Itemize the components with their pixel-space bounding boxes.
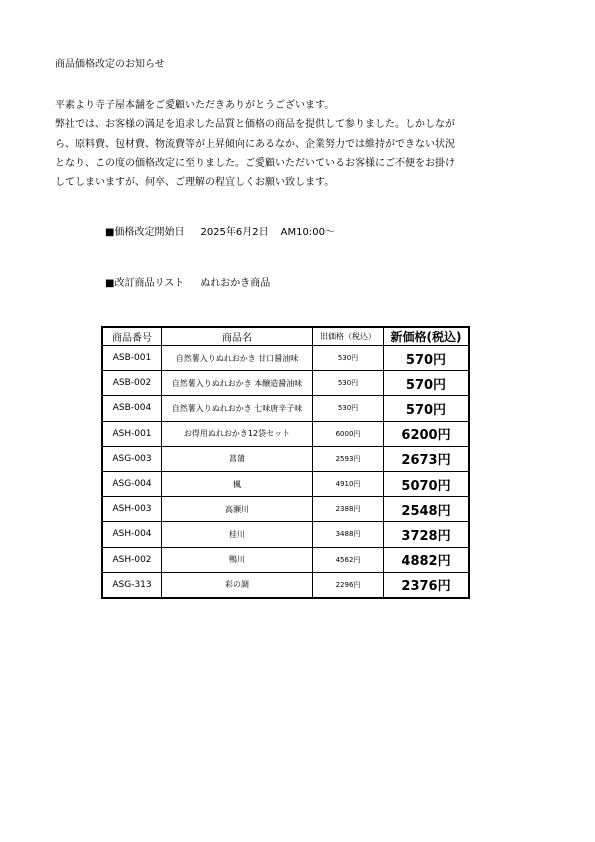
product-code: ASH-004	[102, 522, 162, 547]
new-price: 5070円	[384, 471, 470, 496]
old-price: 530円	[313, 396, 384, 421]
price-table	[101, 326, 470, 599]
product-name: 鴨川	[162, 547, 313, 572]
header-old-price: 旧価格（税込）	[313, 327, 384, 346]
intro-line: ら、原料費、包材費、物流費等が上昇傾向にあるなか、企業努力では維持ができない状況	[55, 138, 455, 150]
product-name: 高瀬川	[162, 497, 313, 522]
intro-line: 平素より寺子屋本舗をご愛顧いただきありがとうございます。	[55, 100, 335, 111]
table-row	[102, 446, 469, 471]
new-price: 2376円	[384, 572, 470, 598]
intro-paragraph	[55, 96, 500, 192]
old-price: 2296円	[313, 572, 384, 598]
table-header-row	[102, 327, 469, 346]
new-price: 6200円	[384, 421, 470, 446]
old-price: 4910円	[313, 471, 384, 496]
intro-line: 弊社では、お客様の満足を追求した品質と価格の商品を提供して参りました。しかしなが	[55, 119, 455, 131]
old-price: 3488円	[313, 522, 384, 547]
list-label: ■改訂商品リスト	[105, 278, 185, 289]
list-category: ぬれおかき商品	[200, 278, 271, 289]
new-price: 570円	[384, 346, 470, 371]
product-code: ASB-001	[102, 346, 162, 371]
intro-line: となり、この度の価格改定に至りました。ご愛顧いただいているお客様にご不便をお掛け	[55, 157, 455, 169]
product-name: 桂川	[162, 522, 313, 547]
start-label: ■価格改定開始日	[105, 227, 185, 238]
product-code: ASB-002	[102, 371, 162, 396]
old-price: 6000円	[313, 421, 384, 446]
new-price: 3728円	[384, 522, 470, 547]
product-code: ASG-313	[102, 572, 162, 598]
table-row	[102, 346, 469, 371]
product-code: ASG-003	[102, 446, 162, 471]
new-price: 570円	[384, 396, 470, 421]
old-price: 2593円	[313, 446, 384, 471]
product-code: ASH-003	[102, 497, 162, 522]
old-price: 4562円	[313, 547, 384, 572]
header-product-name: 商品名	[162, 327, 313, 346]
table-row	[102, 522, 469, 547]
table-row	[102, 572, 469, 598]
table-row	[102, 396, 469, 421]
product-name: 自然薯入りぬれおかき 本醸造醤油味	[162, 371, 313, 396]
product-name: 彩の調	[162, 572, 313, 598]
header-product-code: 商品番号	[102, 327, 162, 346]
product-name: 自然薯入りぬれおかき 甘口醤油味	[162, 346, 313, 371]
revised-product-list-heading	[105, 277, 270, 291]
product-code: ASB-004	[102, 396, 162, 421]
table-row	[102, 497, 469, 522]
product-code: ASG-004	[102, 471, 162, 496]
new-price: 4882円	[384, 547, 470, 572]
new-price: 2548円	[384, 497, 470, 522]
start-time: AM10:00〜	[280, 227, 335, 238]
old-price: 530円	[313, 346, 384, 371]
new-price: 570円	[384, 371, 470, 396]
table-row	[102, 547, 469, 572]
old-price: 2388円	[313, 497, 384, 522]
product-name: 自然薯入りぬれおかき 七味唐辛子味	[162, 396, 313, 421]
table-row	[102, 371, 469, 396]
intro-line: してしまいますが、何卒、ご理解の程宜しくお願い致します。	[55, 177, 335, 189]
table-row	[102, 471, 469, 496]
product-name: 楓	[162, 471, 313, 496]
start-date: 2025年6月2日	[200, 227, 269, 238]
header-new-price: 新価格(税込)	[384, 327, 470, 346]
product-code: ASH-001	[102, 421, 162, 446]
product-code: ASH-002	[102, 547, 162, 572]
new-price: 2673円	[384, 446, 470, 471]
old-price: 530円	[313, 371, 384, 396]
page-title: 商品価格改定のお知らせ	[55, 59, 165, 70]
product-name: 菖蒲	[162, 446, 313, 471]
product-name: お得用ぬれおかき12袋セット	[162, 421, 313, 446]
price-change-start	[105, 226, 335, 240]
table-row	[102, 421, 469, 446]
